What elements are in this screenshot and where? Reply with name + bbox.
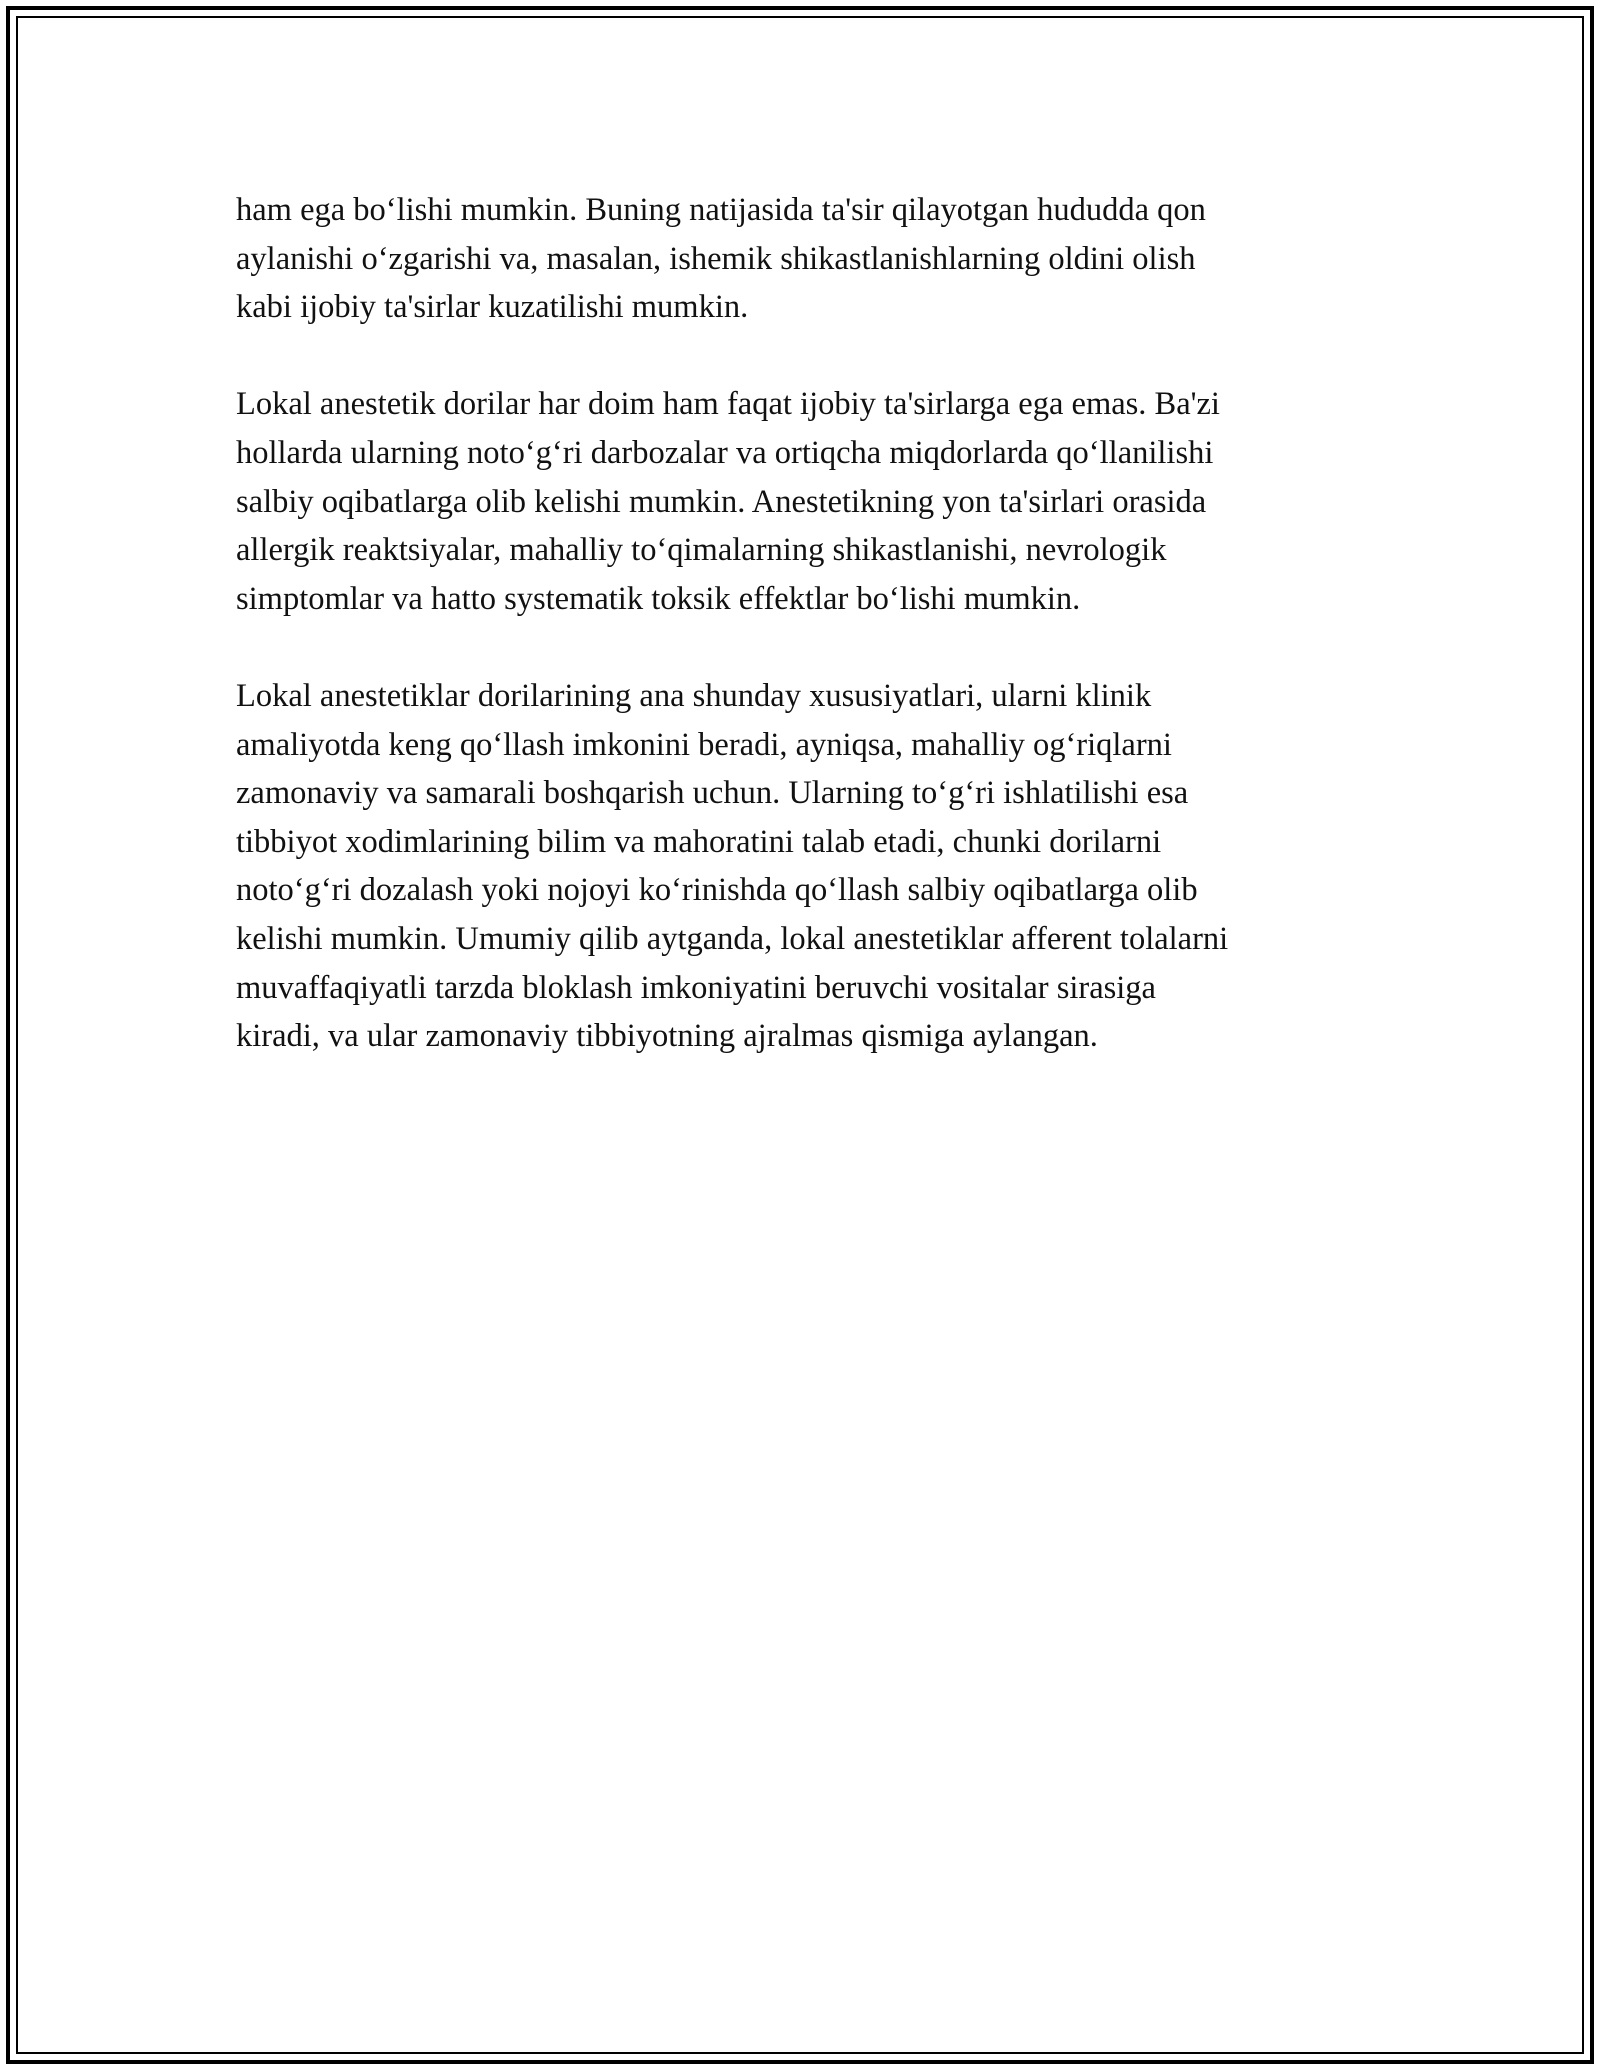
text-line: zamonaviy va samarali boshqarish uchun. Ularning to‘g‘ri ishlatilishi esa (236, 775, 1189, 812)
text-line: ham ega bo‘lishi mumkin. Buning natijasida ta'sir qilayotgan hududda qon (236, 192, 1206, 228)
document-body (236, 186, 1366, 1109)
text-line: muvaffaqiyatli tarzda bloklash imkoniyatini beruvchi vositalar sirasiga (236, 969, 1156, 1006)
text-line: kabi ijobiy ta'sirlar kuzatilishi mumkin. (236, 289, 749, 326)
text-line: Lokal anestetiklar dorilarining ana shunday xususiyatlari, ularni klinik (236, 677, 1152, 714)
paragraph-3 (236, 672, 1366, 1061)
text-line: amaliyotda keng qo‘llash imkonini beradi, ayniqsa, mahalliy og‘riqlarni (236, 726, 1172, 763)
text-line: aylanishi o‘zgarishi va, masalan, ishemik shikastlanishlarning oldini olish (236, 240, 1196, 277)
text-line: noto‘g‘ri dozalash yoki nojoyi ko‘rinishda qo‘llash salbiy oqibatlarga olib (236, 872, 1198, 909)
text-line: simptomlar va hatto systematik toksik effektlar bo‘lishi mumkin. (236, 580, 1081, 617)
text-line: kelishi mumkin. Umumiy qilib aytganda, lokal anestetiklar afferent tolalarni (236, 920, 1229, 957)
text-line: hollarda ularning noto‘g‘ri darbozalar va ortiqcha miqdorlarda qo‘llanilishi (236, 434, 1214, 471)
paragraph-2 (236, 380, 1366, 623)
paragraph-1 (236, 186, 1366, 332)
text-line: salbiy oqibatlarga olib kelishi mumkin. Anestetikning yon ta'sirlari orasida (236, 483, 1207, 520)
text-line: tibbiyot xodimlarining bilim va mahoratini talab etadi, chunki dorilarni (236, 823, 1162, 860)
text-line: kiradi, va ular zamonaviy tibbiyotning ajralmas qismiga aylangan. (236, 1018, 1098, 1055)
text-line: Lokal anestetik dorilar har doim ham faqat ijobiy ta'sirlarga ega emas. Ba'zi (236, 386, 1220, 423)
text-line: allergik reaktsiyalar, mahalliy to‘qimalarning shikastlanishi, nevrologik (236, 532, 1167, 569)
